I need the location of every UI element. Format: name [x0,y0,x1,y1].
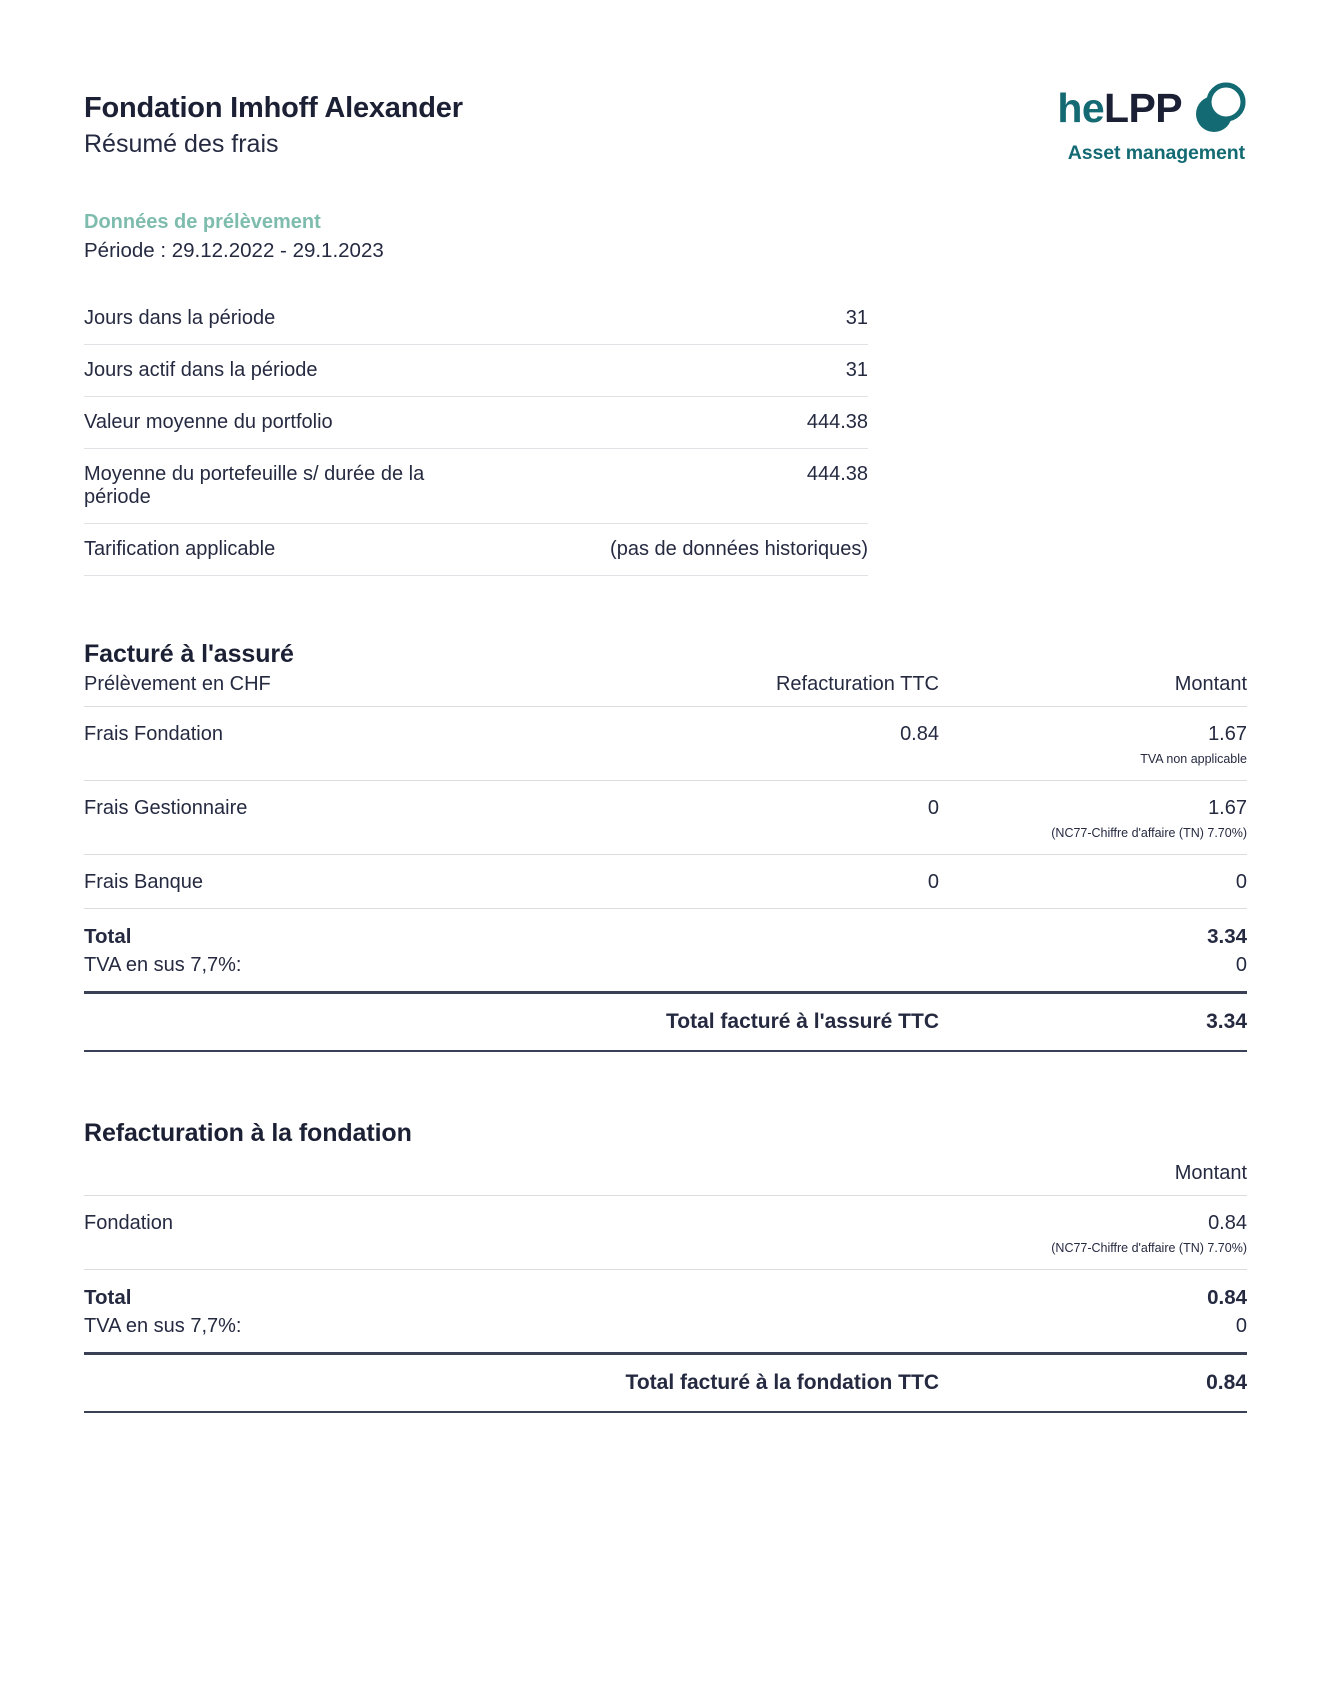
levy-row-label: Jours dans la période [84,293,476,345]
table-row [84,781,1247,825]
foundation-total-value: 0.84 [1207,1286,1247,1309]
foundation-tva-label: TVA en sus 7,7%: [84,1315,242,1337]
insured-tva-value: 0 [1235,954,1247,976]
levy-row-value: 444.38 [476,449,868,524]
insured-table [84,673,1247,1055]
fee-row-spacer [639,1196,939,1240]
foundation-header-spacer [639,1162,939,1196]
fee-row-label: Fondation [84,1196,639,1240]
table-row [84,293,868,345]
fee-row-refacturation: 0.84 [639,707,939,751]
fee-row-note-spacer [639,824,939,855]
foundation-grand-total-value: 0.84 [939,1354,1247,1413]
levy-row-value: 31 [476,293,868,345]
table-row-note [84,750,1247,781]
table-row [84,855,1247,909]
foundation-grand-total-label: Total facturé à la fondation TTC [84,1354,939,1413]
column-header-montant: Montant [1174,1162,1247,1184]
fee-row-refacturation: 0 [927,797,939,819]
foundation-total-spacer [639,1270,939,1314]
table-row-note [84,1239,1247,1270]
logo-word [1057,84,1182,131]
foundation-section-title: Refacturation à la fondation [84,1119,412,1147]
logo-word-lpp: LPP [1104,84,1182,131]
fee-row-label: Frais Fondation [84,707,639,751]
insured-total-row [84,909,1247,953]
foundation-grand-total-row [84,1354,1247,1413]
logo-tagline: Asset management [1067,142,1245,164]
insured-total-value: 3.34 [1207,925,1247,948]
fee-row-label: Frais Banque [84,855,639,909]
levy-section [84,211,1247,576]
insured-grand-total-row [84,993,1247,1052]
fee-row-amount: 1.67 [939,707,1247,751]
document-header [84,72,1247,165]
table-row [84,524,868,576]
fee-row-note-spacer [639,1239,939,1270]
fee-row-label: Frais Gestionnaire [84,797,248,819]
table-row [84,449,868,524]
fee-row-note-spacer [84,824,639,855]
fee-row-note: TVA non applicable [939,750,1247,781]
foundation-tva-row [84,1313,1247,1354]
insured-section [84,640,1247,1055]
fee-row-note: (NC77-Chiffre d'affaire (TN) 7.70%) [939,1239,1247,1270]
levy-heading: Données de prélèvement [84,211,321,233]
table-row [84,345,868,397]
foundation-section [84,1119,1247,1416]
insured-table-header [84,673,1247,707]
levy-row-value: (pas de données historiques) [476,524,868,576]
levy-row-label: Valeur moyenne du portfolio [84,397,476,449]
column-header-refacturation: Refacturation TTC [775,673,939,695]
fee-row-amount: 1.67 [1208,797,1247,819]
fee-row-note-spacer [639,750,939,781]
table-row [84,397,868,449]
insured-total-spacer [639,909,939,953]
foundation-tva-spacer [639,1313,939,1354]
insured-tva-label: TVA en sus 7,7%: [84,954,242,976]
insured-grand-total-label: Total facturé à l'assuré TTC [84,993,939,1052]
foundation-grand-total-underline [84,1412,1247,1416]
levy-period: Période : 29.12.2022 - 29.1.2023 [84,239,384,262]
fee-row-amount: 0 [939,855,1247,909]
insured-tva-row [84,952,1247,993]
table-row [84,707,1247,751]
title-block [84,72,463,161]
logo-wordmark [1057,80,1247,136]
fee-row-note-spacer [84,750,639,781]
levy-table [84,293,868,576]
page-title: Fondation Imhoff Alexander [84,92,463,124]
insured-tva-spacer [639,952,939,993]
column-header-montant: Montant [1174,673,1247,695]
logo-word-he: he [1057,84,1105,131]
table-row-note [84,824,1247,855]
foundation-total-row [84,1270,1247,1314]
fee-row-refacturation: 0 [639,855,939,909]
insured-grand-total-underline [84,1051,1247,1055]
insured-currency-label: Prélèvement en CHF [84,673,271,695]
two-circles-icon [1191,80,1247,136]
levy-row-value: 444.38 [476,397,868,449]
levy-row-label: Tarification applicable [84,524,476,576]
foundation-header-spacer [84,1162,639,1196]
fee-row-amount: 0.84 [939,1196,1247,1240]
insured-grand-total-value: 3.34 [939,993,1247,1052]
foundation-table [84,1162,1247,1416]
helpp-logo [1057,72,1247,165]
page-subtitle: Résumé des frais [84,130,279,159]
foundation-table-header [84,1162,1247,1196]
fee-row-note: (NC77-Chiffre d'affaire (TN) 7.70%) [939,824,1247,855]
levy-row-label: Moyenne du portefeuille s/ durée de la période [84,449,476,524]
table-row [84,1196,1247,1240]
levy-row-value: 31 [476,345,868,397]
fee-row-note-spacer [84,1239,639,1270]
insured-section-title: Facturé à l'assuré [84,640,294,668]
insured-total-label: Total [84,925,132,948]
foundation-total-label: Total [84,1286,132,1309]
levy-row-label: Jours actif dans la période [84,345,476,397]
foundation-tva-value: 0 [1235,1315,1247,1337]
